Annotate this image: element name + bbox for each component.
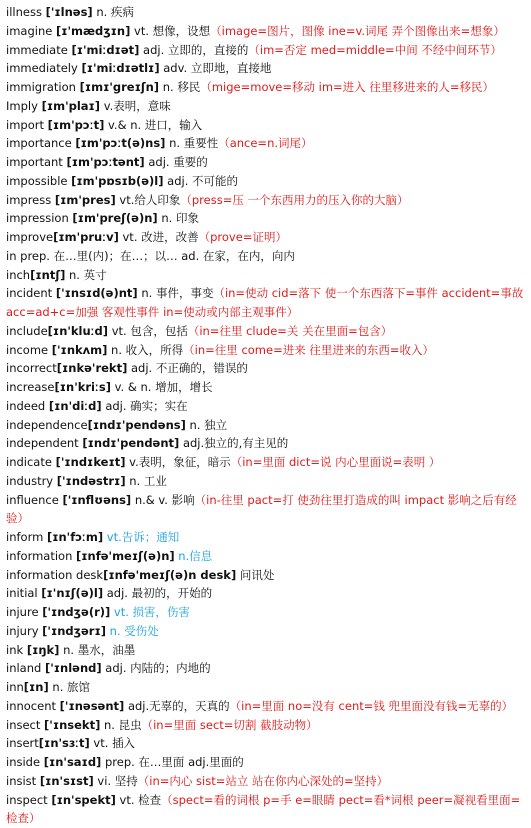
entry-row [6, 659, 528, 678]
entry-etymology-note: （in-往里 pact=打 使劲往里打造成的叫 impact 影响之后有经验） [6, 493, 517, 526]
entry-word: innocent [6, 699, 56, 713]
entry-word: inspect [6, 793, 48, 807]
entry-phonetic: ['ɪlnəs] [46, 5, 93, 19]
entry-definition: n. 移民 [159, 80, 200, 94]
entry-phonetic: ['ɪndʒərɪ] [42, 624, 106, 638]
entry-phonetic: [ɪnfə'meɪʃ(ə)n desk] [103, 568, 236, 582]
entry-row [6, 228, 528, 247]
entry-phonetic: ['ɪnsɪd(ə)nt] [56, 286, 138, 300]
entry-row [6, 191, 528, 210]
entry-phonetic: [ɪn'sɪst] [40, 774, 94, 788]
entry-etymology-note: （in=使动 cid=落下 使一个东西落下=事件 accident=事故 acc=ad+c=加强 客观性事件 in=使动或内部主观事件） [6, 286, 523, 319]
entry-phonetic: [ɪnkə'rekt] [57, 361, 128, 375]
entry-row [6, 397, 528, 416]
entry-phonetic: [ɪn'sɜːt] [39, 736, 90, 750]
entry-phonetic: [ɪn'spekt] [51, 793, 116, 807]
entry-definition: n. 疾病 [93, 5, 134, 19]
entry-word: in [6, 249, 16, 263]
entry-row [6, 566, 528, 585]
entry-etymology-note: （im=否定 med=middle=中间 不经中间环节） [248, 43, 501, 57]
entry-word: ink [6, 643, 23, 657]
entry-definition: n. 独立 [186, 418, 227, 432]
entry-etymology-note: （in=里面 sect=切割 截肢动物） [142, 718, 318, 732]
entry-word: inland [6, 661, 41, 675]
entry-row [6, 116, 528, 135]
entry-row [6, 491, 528, 529]
entry-row [6, 472, 528, 491]
entry-word: inn [6, 680, 24, 694]
entry-word: inform [6, 530, 43, 544]
entry-word: independence [6, 418, 88, 432]
entry-phonetic: ['ɪnflʊəns] [62, 493, 131, 507]
entry-row [6, 716, 528, 735]
entry-word: industry [6, 474, 53, 488]
entry-definition: n. 工业 [126, 474, 167, 488]
entry-row [6, 697, 528, 716]
entry-phonetic: [ɪn] [24, 680, 49, 694]
entry-word: impression [6, 211, 69, 225]
entry-definition: vt. 想像，设想 [130, 24, 210, 38]
entry-definition-highlight: vt.告诉；通知 [103, 530, 179, 544]
entry-definition: vt. 插入 [90, 736, 135, 750]
entry-row [6, 172, 528, 191]
entry-phonetic: [ɪntʃ] [30, 268, 65, 282]
entry-word: inside [6, 755, 40, 769]
entry-word: importance [6, 136, 72, 150]
entry-phonetic: ['ɪndʒə(r)] [42, 605, 110, 619]
entry-definition: vi. 坚持 [94, 774, 138, 788]
entry-phonetic: [ɪm'preʃ(ə)n] [72, 211, 157, 225]
entry-definition: vt.给人印象 [116, 193, 181, 207]
entry-row [6, 41, 528, 60]
entry-row [6, 134, 528, 153]
entry-row [6, 78, 528, 97]
entry-definition-highlight: vt. 损害，伤害 [110, 605, 190, 619]
entry-definition: n. 英寸 [65, 268, 106, 282]
entry-word: injury [6, 624, 39, 638]
entry-phonetic: [ɪm'pɒsɪb(ə)l] [71, 174, 163, 188]
entry-definition: 问讯处 [236, 568, 274, 582]
entry-etymology-note: （press=压 一个东西用力的压入你的大脑） [180, 193, 408, 207]
entry-definition: n.& v. 影响 [131, 493, 194, 507]
entry-word: immediately [6, 61, 78, 75]
entry-row [6, 528, 528, 547]
entry-word: include [6, 324, 48, 338]
entry-phonetic: [ɪn'kluːd] [48, 324, 108, 338]
entry-word: indicate [6, 455, 52, 469]
entry-row [6, 753, 528, 772]
entry-word: improve [6, 230, 53, 244]
entry-word: immigration [6, 80, 76, 94]
entry-row [6, 3, 528, 22]
entry-word: initial [6, 586, 38, 600]
entry-row [6, 584, 528, 603]
entry-row [6, 547, 528, 566]
entry-phonetic: ['ɪnlənd] [45, 661, 102, 675]
entry-phonetic: [ɪmɪ'greɪʃn] [80, 80, 160, 94]
entry-definition: adj. 立即的，直接的 [139, 43, 248, 57]
entry-row [6, 603, 528, 622]
entry-phonetic: [ɪm'pruːv] [53, 230, 119, 244]
entry-row [6, 97, 528, 116]
entry-etymology-note: （image=图片，图像 ine=v.词尾 弄个图像出来=想象） [210, 24, 505, 38]
entry-definition: adj. 不可能的 [164, 174, 239, 188]
entry-definition: n. 收入，所得 [107, 343, 183, 357]
entry-phonetic: [ɪn'fɔːm] [47, 530, 103, 544]
entry-row [6, 322, 528, 341]
entry-word: Imply [6, 99, 38, 113]
entry-definition: vt. 包含，包括 [108, 324, 188, 338]
entry-word: incident [6, 286, 52, 300]
entry-etymology-note: （ance=n.词尾） [218, 136, 312, 150]
entry-phonetic: ['ɪndɪkeɪt] [56, 455, 126, 469]
entry-phonetic: [ɪm'plaɪ] [42, 99, 101, 113]
entry-definition: vt. 检查 [116, 793, 161, 807]
entry-definition: n. 墨水，油墨 [59, 643, 135, 657]
entry-phonetic: [ɪ'miːdɪət] [71, 43, 139, 57]
entry-etymology-note: （spect=看的词根 p=手 e=眼睛 pect=看*词根 peer=凝视看里面=检查） [6, 793, 520, 826]
entry-row [6, 22, 528, 41]
entry-row [6, 678, 528, 697]
entry-row [6, 791, 528, 828]
entry-phonetic: [ɪ'nɪʃ(ə)l] [41, 586, 103, 600]
entry-phonetic: [ɪm'pres] [55, 193, 116, 207]
entry-word: insist [6, 774, 36, 788]
entry-definition: adj. 内陆的；内地的 [102, 661, 211, 675]
entry-row [6, 153, 528, 172]
entry-word: immediate [6, 43, 68, 57]
entry-word: insert [6, 736, 39, 750]
entry-word: independent [6, 436, 79, 450]
entry-etymology-note: （in=往里 come=进来 往里进来的东西=收入） [183, 343, 434, 357]
entry-phonetic: [ɪm'pɔːtənt] [66, 155, 144, 169]
entry-row [6, 622, 528, 641]
entry-phonetic: ['ɪndəstrɪ] [57, 474, 126, 488]
entry-row [6, 247, 528, 266]
entry-word: impossible [6, 174, 67, 188]
entry-word: insect [6, 718, 40, 732]
entry-row [6, 341, 528, 360]
entry-definition: adj.独立的,有主见的 [179, 436, 288, 450]
entry-phonetic: [ɪn'diːd] [49, 399, 102, 413]
entry-word: indeed [6, 399, 45, 413]
entry-definition: v.表明，象征，暗示 [126, 455, 231, 469]
entry-row [6, 772, 528, 791]
entry-row [6, 453, 528, 472]
entry-row [6, 378, 528, 397]
entry-phonetic: [ɪ'miːdɪətlɪ] [81, 61, 159, 75]
entry-row [6, 209, 528, 228]
entry-word: information desk [6, 568, 103, 582]
entry-row [6, 734, 528, 753]
entry-word: important [6, 155, 63, 169]
entry-phonetic: [ɪŋk] [27, 643, 60, 657]
entry-word: information [6, 549, 72, 563]
entry-phonetic: [ɪndɪ'pendəns] [88, 418, 186, 432]
entry-definition-highlight: n. 受伤处 [106, 624, 159, 638]
entry-definition: n. 昆虫 [100, 718, 141, 732]
entry-phonetic: ['ɪnsekt] [44, 718, 100, 732]
entry-word: inch [6, 268, 30, 282]
entry-word: injure [6, 605, 39, 619]
entry-phonetic: [ɪ'mædʒɪn] [56, 24, 130, 38]
entry-word: income [6, 343, 48, 357]
entry-etymology-note: （in=里面 no=没有 cent=钱 兜里面没有钱=无辜的） [230, 699, 514, 713]
entry-word: incorrect [6, 361, 57, 375]
entry-row [6, 284, 528, 322]
entry-definition: n. 重要性 [165, 136, 218, 150]
entry-word: increase [6, 380, 54, 394]
entry-etymology-note: （in=内心 sist=站立 站在你内心深处的=坚持） [138, 774, 388, 788]
entry-definition: prep. 在…里(内)；在…；以… ad. 在家，在内，向内 [16, 249, 294, 263]
entry-definition: v.& n. 进口，输入 [104, 118, 202, 132]
entry-definition: v.表明，意味 [100, 99, 171, 113]
entry-definition: prep. 在…里面 adj.里面的 [101, 755, 243, 769]
entry-phonetic: [ɪn'saɪd] [44, 755, 102, 769]
entry-row [6, 59, 528, 78]
entry-definition: n. 旅馆 [49, 680, 90, 694]
entry-definition: adj. 重要的 [145, 155, 208, 169]
entry-row [6, 416, 528, 435]
entry-row [6, 359, 528, 378]
entry-phonetic: ['ɪnkʌm] [52, 343, 108, 357]
entry-word: illness [6, 5, 42, 19]
entry-phonetic: [ɪndɪ'pendənt] [82, 436, 179, 450]
vocabulary-list [6, 3, 528, 828]
entry-word: import [6, 118, 44, 132]
entry-definition: adj. 最初的，开始的 [103, 586, 212, 600]
entry-definition: adv. 立即地，直接地 [160, 61, 272, 75]
entry-definition: adj. 确实；实在 [102, 399, 188, 413]
entry-phonetic: [ɪnfə'meɪʃ(ə)n] [76, 549, 175, 563]
entry-row [6, 266, 528, 285]
entry-definition: adj. 不正确的，错误的 [127, 361, 248, 375]
entry-definition: vt. 改进，改善 [119, 230, 199, 244]
entry-definition-highlight: n.信息 [175, 549, 213, 563]
entry-etymology-note: （in=里面 dict=说 内心里面说=表明 ） [231, 455, 441, 469]
entry-etymology-note: （mige=move=移动 im=进入 往里移进来的人=移民） [200, 80, 494, 94]
entry-phonetic: [ɪm'pɔːt(ə)ns] [75, 136, 165, 150]
entry-definition: v. & n. 增加，增长 [111, 380, 213, 394]
entry-definition: n. 印象 [158, 211, 199, 225]
entry-etymology-note: （prove=证明） [199, 230, 287, 244]
entry-phonetic: [ɪn'kriːs] [54, 380, 110, 394]
entry-definition: adj.无辜的，天真的 [124, 699, 229, 713]
entry-phonetic: [ɪm'pɔːt] [48, 118, 105, 132]
entry-word: influence [6, 493, 59, 507]
entry-word: impress [6, 193, 51, 207]
entry-row [6, 434, 528, 453]
entry-definition: n. 事件，事变 [138, 286, 214, 300]
entry-etymology-note: （in=往里 clude=关 关在里面=包含） [188, 324, 392, 338]
entry-word: imagine [6, 24, 52, 38]
entry-phonetic: ['ɪnəsənt] [60, 699, 125, 713]
entry-row [6, 641, 528, 660]
